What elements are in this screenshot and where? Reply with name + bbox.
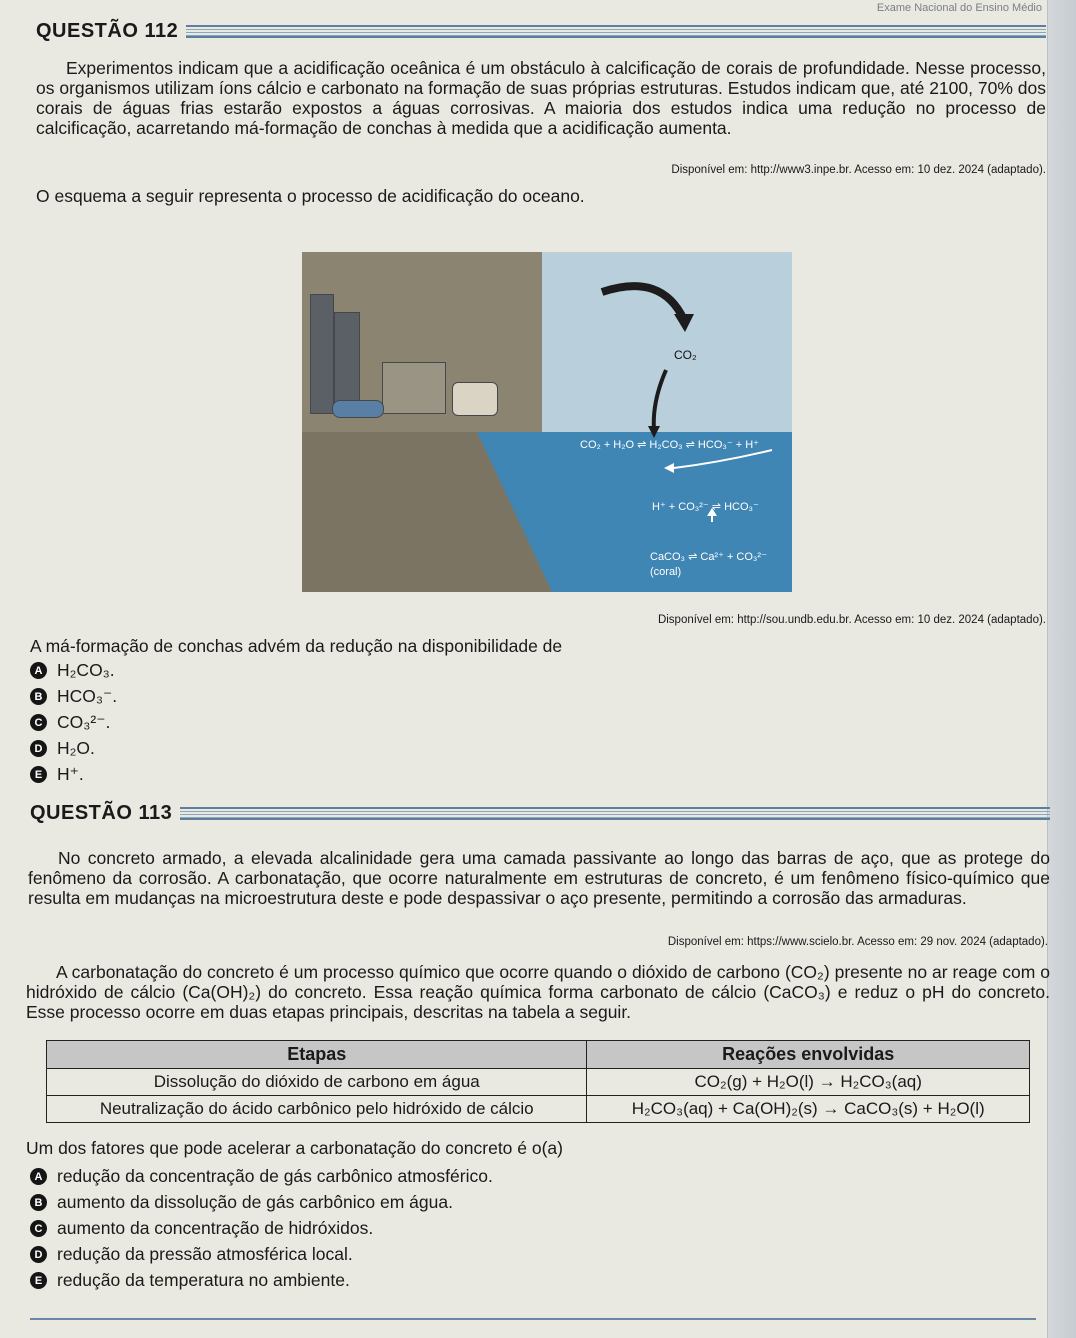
option-letter: A: [30, 1168, 47, 1185]
option-letter: A: [30, 662, 47, 679]
q112-option-a[interactable]: [30, 660, 115, 681]
equation-1: CO₂ + H₂O ⇌ H₂CO₃ ⇌ HCO₃⁻ + H⁺: [580, 439, 759, 451]
table-cell-step: Neutralização do ácido carbônico pelo hidróxido de cálcio: [47, 1096, 587, 1123]
q112-header: [36, 20, 1046, 43]
q113-title: QUESTÃO 113: [30, 802, 173, 824]
q113-paragraph-2: A carbonatação do concreto é um processo químico que ocorre quando o dióxido de carbono (CO₂) presente no ar reage com o hidróxido de cálcio (Ca(OH)₂) do concreto. Essa reação química forma carbonato de cálcio (CaCO₃) e reduz o pH do concreto. Esse processo ocorre em duas etapas principais, descritas na tabela a seguir.: [26, 962, 1050, 1022]
q113-rule: [180, 807, 1050, 820]
option-text: H₂O.: [57, 738, 95, 758]
q113-option-b[interactable]: [30, 1192, 453, 1213]
q113-option-e[interactable]: [30, 1270, 350, 1291]
table-row: [47, 1069, 1030, 1096]
q112-option-e[interactable]: [30, 764, 84, 785]
option-text: redução da pressão atmosférica local.: [57, 1244, 353, 1264]
q112-title: QUESTÃO 112: [36, 20, 179, 42]
option-letter: D: [30, 740, 47, 757]
page-binding-edge: [1047, 0, 1076, 1338]
q113-option-a[interactable]: [30, 1166, 493, 1187]
option-letter: C: [30, 714, 47, 731]
table-cell-reaction: H₂CO₃(aq) + Ca(OH)₂(s) → CaCO₃(s) + H₂O(l): [587, 1096, 1030, 1123]
equation-3: CaCO₃ ⇌ Ca²⁺ + CO₃²⁻: [650, 551, 767, 563]
table-header-row: [47, 1041, 1030, 1069]
q112-source-2: Disponível em: http://sou.undb.edu.br. Acesso em: 10 dez. 2024 (adaptado).: [657, 614, 1046, 626]
q113-paragraph-1: No concreto armado, a elevada alcalinidade gera uma camada passivante ao longo das barras de aço, que as protege do fenômeno da corrosão. A carbonatação, que ocorre naturalmente em estruturas de concreto, é um fenômeno físico-químico que resulta em mudanças na microestrutura deste e pode despassivar o aço presente, permitindo a corrosão das armaduras.: [28, 848, 1050, 908]
option-text: redução da concentração de gás carbônico atmosférico.: [57, 1166, 493, 1186]
option-letter: D: [30, 1246, 47, 1263]
table-header-etapas: Etapas: [47, 1041, 587, 1069]
q112-source-1: Disponível em: http://www3.inpe.br. Acesso em: 10 dez. 2024 (adaptado).: [671, 164, 1046, 176]
table-row: [47, 1096, 1030, 1123]
q112-option-b[interactable]: [30, 686, 117, 707]
q113-stem: Um dos fatores que pode acelerar a carbonatação do concreto é o(a): [26, 1138, 563, 1158]
table-cell-step: Dissolução do dióxido de carbono em água: [47, 1069, 587, 1096]
coral-label: (coral): [650, 566, 682, 578]
q112-option-c[interactable]: [30, 712, 110, 733]
q113-source: Disponível em: https://www.scielo.br. Acesso em: 29 nov. 2024 (adaptado).: [667, 936, 1048, 948]
q113-option-d[interactable]: [30, 1244, 353, 1265]
q112-paragraph: Experimentos indicam que a acidificação oceânica é um obstáculo à calcificação de corais de profundidade. Nesse processo, os organismos utilizam íons cálcio e carbonato na formação de suas próprias estruturas. Estudos indicam que, até 2100, 70% dos corais de águas frias estarão expostos a águas corrosivas. A maioria dos estudos indica uma redução no processo de calcificação, acarretando má-formação de conchas à medida que a acidificação aumenta.: [36, 58, 1046, 138]
option-text: H⁺.: [57, 764, 84, 784]
ocean-acidification-diagram: [302, 252, 792, 592]
option-letter: E: [30, 766, 47, 783]
option-text: aumento da concentração de hidróxidos.: [57, 1218, 374, 1238]
option-text: H₂CO₃.: [57, 660, 115, 680]
q112-rule: [186, 25, 1046, 38]
reactions-table: [46, 1040, 1030, 1123]
equation-2: H⁺ + CO₃²⁻ ⇌ HCO₃⁻: [652, 501, 759, 513]
option-letter: B: [30, 1194, 47, 1211]
table-cell-reaction: CO₂(g) + H₂O(l) → H₂CO₃(aq): [587, 1069, 1030, 1096]
diagram-arrows: [302, 252, 792, 592]
q112-stem: A má-formação de conchas advém da redução na disponibilidade de: [30, 636, 563, 656]
bottom-rule: [30, 1318, 1036, 1320]
q112-option-d[interactable]: [30, 738, 95, 759]
option-letter: C: [30, 1220, 47, 1237]
exam-header-note: Exame Nacional do Ensino Médio: [876, 2, 1042, 14]
q113-header: [30, 802, 1050, 825]
option-letter: E: [30, 1272, 47, 1289]
table-header-reacoes: Reações envolvidas: [587, 1041, 1030, 1069]
q113-option-c[interactable]: [30, 1218, 373, 1239]
option-text: HCO₃⁻.: [57, 686, 118, 706]
q112-intro: O esquema a seguir representa o processo de acidificação do oceano.: [36, 186, 585, 206]
co2-label: CO₂: [674, 348, 697, 362]
option-text: CO₃²⁻.: [57, 712, 111, 732]
option-letter: B: [30, 688, 47, 705]
option-text: redução da temperatura no ambiente.: [57, 1270, 350, 1290]
option-text: aumento da dissolução de gás carbônico em água.: [57, 1192, 453, 1212]
